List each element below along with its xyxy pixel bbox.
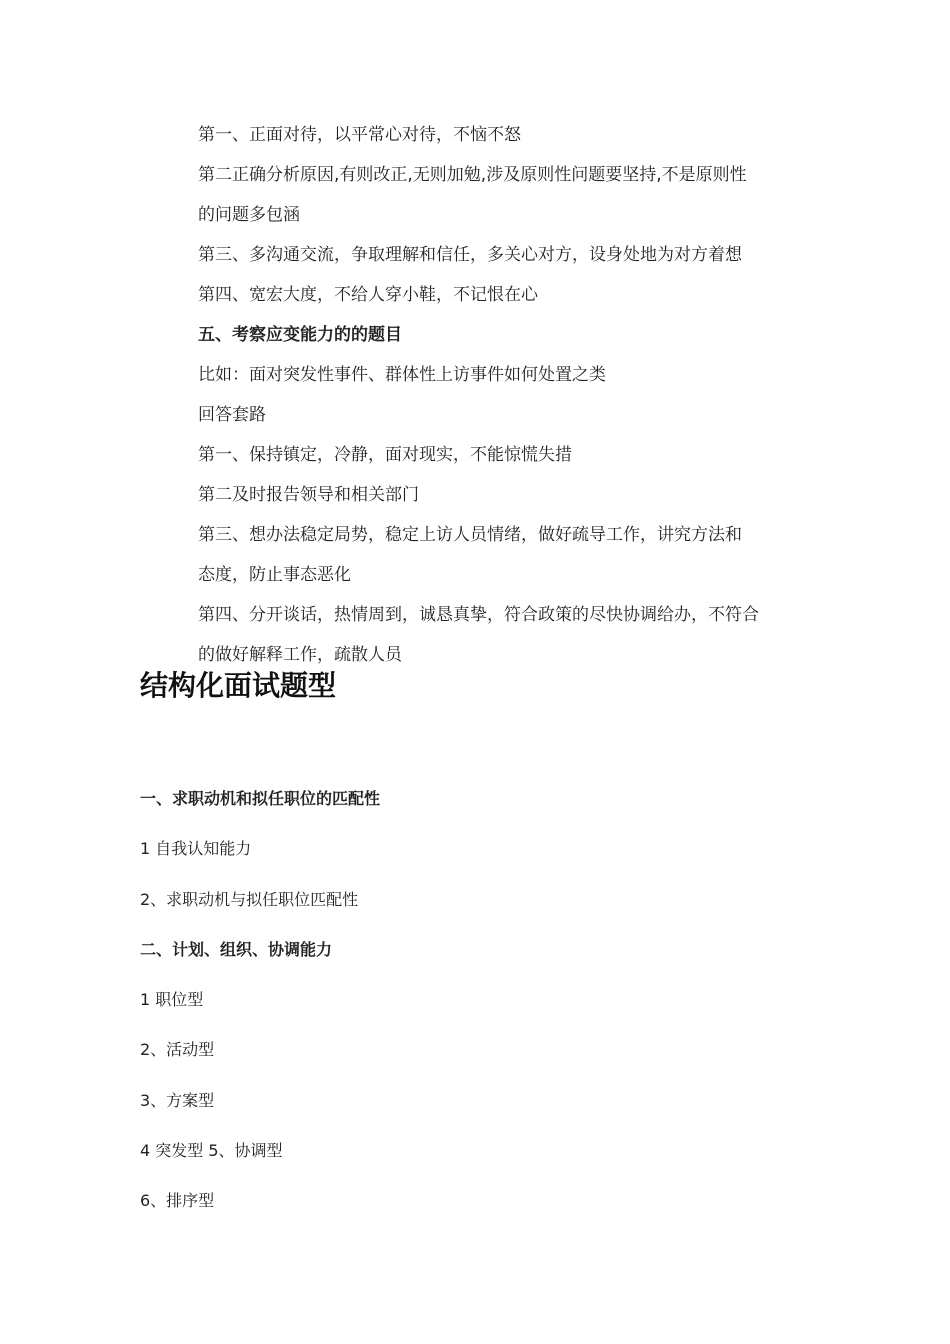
text-line: 比如：面对突发性事件、群体性上访事件如何处置之类 — [198, 365, 606, 385]
outline-item: 6、排序型 — [140, 1191, 215, 1211]
outline-item: 4 突发型 5、协调型 — [140, 1141, 283, 1161]
question-type-outline — [140, 774, 380, 1227]
outline-item: 1 自我认知能力 — [140, 839, 252, 859]
outline-item: 2、求职动机与拟任职位匹配性 — [140, 889, 359, 909]
answer-guide-section — [198, 115, 798, 675]
text-line: 第四、宽宏大度，不给人穿小鞋，不记恨在心 — [198, 285, 538, 305]
text-line: 第三、想办法稳定局势，稳定上访人员情绪，做好疏导工作，讲究方法和 — [198, 525, 742, 545]
outline-heading: 二、计划、组织、协调能力 — [140, 939, 333, 959]
outline-item: 2、活动型 — [140, 1040, 215, 1060]
section-title: 结构化面试题型 — [140, 669, 337, 702]
text-line: 第二及时报告领导和相关部门 — [198, 485, 419, 505]
text-line: 第三、多沟通交流，争取理解和信任，多关心对方，设身处地为对方着想 — [198, 245, 742, 265]
outline-item: 3、方案型 — [140, 1090, 215, 1110]
subheading: 五、考察应变能力的的题目 — [198, 325, 402, 345]
outline-item: 1 职位型 — [140, 990, 204, 1010]
outline-heading: 一、求职动机和拟任职位的匹配性 — [140, 789, 381, 808]
text-line: 回答套路 — [198, 405, 266, 425]
text-line: 第二正确分析原因,有则改正,无则加勉,涉及原则性问题要坚持,不是原则性 — [198, 165, 747, 185]
text-line: 态度，防止事态恶化 — [198, 565, 351, 585]
text-line: 第一、保持镇定，冷静，面对现实，不能惊慌失措 — [198, 445, 572, 465]
text-line: 第四、分开谈话，热情周到，诚恳真挚，符合政策的尽快协调给办，不符合 — [198, 605, 759, 625]
text-line: 的做好解释工作，疏散人员 — [198, 645, 402, 665]
text-line: 第一、正面对待，以平常心对待，不恼不怒 — [198, 125, 521, 145]
text-line: 的问题多包涵 — [198, 205, 300, 225]
